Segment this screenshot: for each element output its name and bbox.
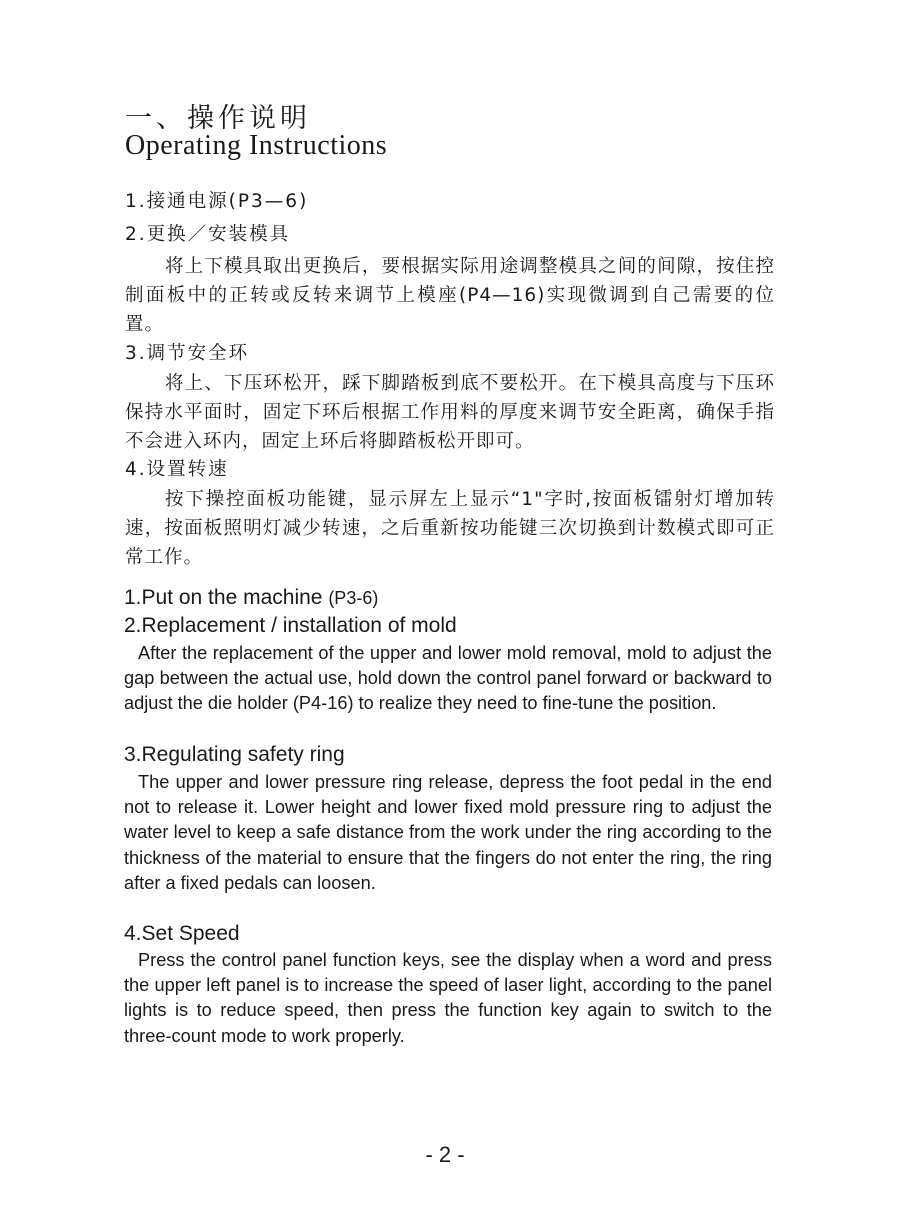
section-title-chinese: 一、操作说明 [125, 103, 311, 134]
en-paragraph-4: Press the control panel function keys, see the display when a word and press the upper left panel is to increase the speed of laser light, according to the panel lights is to reduce speed, then press the function key again to switch to the three-count mode to work properly. [124, 950, 772, 1046]
cn-heading-2: 2.更换／安装模具 [125, 224, 291, 245]
en-heading-4: 4.Set Speed [124, 922, 240, 945]
en-heading-1-text: 1.Put on the machine [124, 586, 323, 609]
en-heading-2: 2.Replacement / installation of mold [124, 614, 457, 637]
en-heading-3: 3.Regulating safety ring [124, 743, 345, 766]
section-title-english: Operating Instructions [125, 130, 388, 161]
en-heading-1-page-ref: (P3-6) [328, 588, 379, 608]
cn-paragraph-2: 将上下模具取出更换后，要根据实际用途调整模具之间的间隙，按住控制面板中的正转或反转来调节上模座(P4—16)实现微调到自己需要的位置。 [125, 256, 775, 335]
en-paragraph-3: The upper and lower pressure ring release, depress the foot pedal in the end not to release it. Lower height and lower fixed mold pressure ring to adjust the water level to keep a safe distance from the work under the ring according to the thickness of the material to ensure that the fingers do not enter the ring, the ring after a fixed pedals can loosen. [124, 772, 772, 893]
cn-heading-4: 4.设置转速 [125, 459, 229, 480]
cn-paragraph-3: 将上、下压环松开，踩下脚踏板到底不要松开。在下模具高度与下压环保持水平面时，固定下环后根据工作用料的厚度来调节安全距离，确保手指不会进入环内，固定上环后将脚踏板松开即可。 [125, 373, 775, 452]
cn-heading-3: 3.调节安全环 [125, 343, 250, 364]
en-heading-1 [124, 584, 772, 612]
cn-heading-1: 1.接通电源(P3—6) [125, 191, 309, 212]
cn-paragraph-4: 按下操控面板功能键，显示屏左上显示“1"字时,按面板镭射灯增加转速，按面板照明灯减少转速，之后重新按功能键三次切换到计数模式即可正常工作。 [125, 489, 775, 568]
page-number: - 2 - [425, 1142, 465, 1167]
en-paragraph-2: After the replacement of the upper and lower mold removal, mold to adjust the gap between the actual use, hold down the control panel forward or backward to adjust the die holder (P4-16) to realize they need to fine-tune the position. [124, 643, 772, 714]
